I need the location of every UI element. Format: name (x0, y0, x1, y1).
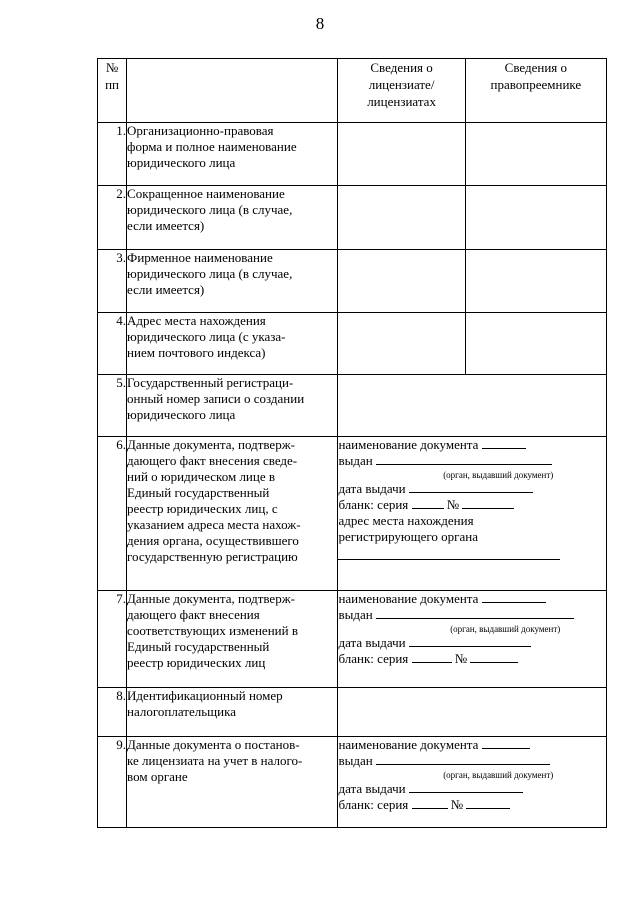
number-blank[interactable] (470, 651, 518, 663)
issuer-hint: (орган, выдавший документ) (443, 470, 554, 480)
reg-address-line (338, 545, 606, 564)
doc-name-line (338, 591, 606, 607)
number-blank[interactable] (462, 497, 514, 509)
row-name-line: Идентификационный номер (127, 688, 283, 703)
row-name-line: вом органе (127, 769, 188, 784)
row-name-line: реестр юридических лиц (127, 655, 266, 670)
row-num: 3. (98, 250, 127, 313)
header-successor (465, 59, 606, 123)
doc-name-line (338, 737, 606, 753)
row-num: 4. (98, 313, 127, 375)
row-name-line: юридического лица (127, 155, 236, 170)
row-name (127, 591, 338, 688)
row-name (127, 186, 338, 250)
doc-name-label: наименование документа (338, 591, 479, 606)
row-num: 1. (98, 123, 127, 186)
document-fields-cell (338, 437, 607, 591)
doc-name-label: наименование документа (338, 437, 479, 452)
row-name (127, 437, 338, 591)
reg-address-blank[interactable] (338, 548, 560, 560)
row-name-line: Данные документа о постанов- (127, 737, 300, 752)
number-sign: № (450, 797, 464, 812)
row-name-line: Организационно-правовая (127, 123, 274, 138)
header-licensee-text: Сведения о лицензиате/ лицензиатах (367, 60, 436, 109)
form-series-label: бланк: серия (338, 797, 409, 812)
series-blank[interactable] (412, 497, 444, 509)
issue-date-blank[interactable] (409, 781, 523, 793)
row-name (127, 737, 338, 828)
row-num: 9. (98, 737, 127, 828)
table-row (98, 250, 607, 313)
row-name-line: юридического лица (в случае, (127, 266, 293, 281)
row-name-line: Единый государственный (127, 639, 270, 654)
header-name (127, 59, 338, 123)
licensee-cell[interactable] (338, 313, 465, 375)
successor-cell[interactable] (465, 313, 606, 375)
header-licensee (338, 59, 465, 123)
form-series-label: бланк: серия (338, 497, 409, 512)
document-fields-cell (338, 737, 607, 828)
row-num: 6. (98, 437, 127, 591)
doc-name-line (338, 437, 606, 453)
row-name (127, 375, 338, 437)
page-number: 8 (315, 14, 325, 33)
row-name-line: юридического лица (с указа- (127, 329, 286, 344)
reg-address-label-1: адрес места нахождения (338, 513, 474, 528)
doc-name-blank[interactable] (482, 437, 526, 449)
row-name-line: дающего факт внесения (127, 607, 260, 622)
row-name-line: если имеется) (127, 218, 205, 233)
row-name-line: Сокращенное наименование (127, 186, 285, 201)
issue-date-line (338, 781, 606, 797)
issued-blank[interactable] (376, 607, 574, 619)
table-row (98, 737, 607, 828)
row-name-line: нием почтового индекса) (127, 345, 266, 360)
licensee-info-table (97, 58, 607, 828)
row-name (127, 313, 338, 375)
merged-value-cell[interactable] (338, 375, 607, 437)
row-name-line: ний о юридическом лице в (127, 469, 276, 484)
header-num-text: № пп (105, 60, 119, 92)
row-name-line: Фирменное наименование (127, 250, 273, 265)
table-row (98, 437, 607, 591)
row-name-line: реестр юридических лиц, с (127, 501, 278, 516)
licensee-cell[interactable] (338, 186, 465, 250)
header-num (98, 59, 127, 123)
row-name-line: Единый государственный (127, 485, 270, 500)
table-row (98, 375, 607, 437)
doc-name-blank[interactable] (482, 737, 530, 749)
row-num: 8. (98, 688, 127, 737)
row-name-line: налогоплательщика (127, 704, 236, 719)
issued-label: выдан (338, 607, 373, 622)
document-fields-cell (338, 591, 607, 688)
row-num: 5. (98, 375, 127, 437)
form-series-line (338, 797, 606, 813)
issued-label: выдан (338, 753, 373, 768)
form-series-line (338, 497, 606, 513)
doc-name-label: наименование документа (338, 737, 479, 752)
issue-date-label: дата выдачи (338, 481, 406, 496)
row-name-line: соответствующих изменений в (127, 623, 298, 638)
row-name-line: онный номер записи о создании (127, 391, 305, 406)
licensee-cell[interactable] (338, 123, 465, 186)
form-series-label: бланк: серия (338, 651, 409, 666)
row-name (127, 688, 338, 737)
row-name-line: государственную регистрацию (127, 549, 298, 564)
row-name-line: Данные документа, подтверж- (127, 591, 296, 606)
row-name (127, 250, 338, 313)
number-sign: № (446, 497, 460, 512)
successor-cell[interactable] (465, 250, 606, 313)
row-name (127, 123, 338, 186)
row-name-line: если имеется) (127, 282, 205, 297)
row-name-line: указанием адреса места нахож- (127, 517, 301, 532)
table-row (98, 591, 607, 688)
number-blank[interactable] (466, 797, 510, 809)
row-name-line: Государственный регистраци- (127, 375, 294, 390)
issued-blank[interactable] (376, 453, 552, 465)
issued-label: выдан (338, 453, 373, 468)
successor-cell[interactable] (465, 186, 606, 250)
series-blank[interactable] (412, 797, 448, 809)
table-row (98, 313, 607, 375)
header-successor-text: Сведения о правопреемнике (490, 60, 582, 92)
number-sign: № (454, 651, 468, 666)
row-name-line: ке лицензиата на учет в налого- (127, 753, 303, 768)
doc-name-blank[interactable] (482, 591, 546, 603)
row-name-line: юридического лица (127, 407, 236, 422)
series-blank[interactable] (412, 651, 452, 663)
issue-date-line (338, 635, 606, 651)
row-name-line: дения органа, осуществившего (127, 533, 299, 548)
reg-address-label-2: регистрирующего органа (338, 529, 478, 544)
issue-date-blank[interactable] (409, 481, 533, 493)
row-num: 2. (98, 186, 127, 250)
issued-line (338, 753, 606, 769)
successor-cell[interactable] (465, 123, 606, 186)
licensee-cell[interactable] (338, 250, 465, 313)
issue-date-blank[interactable] (409, 635, 531, 647)
issuer-hint: (орган, выдавший документ) (443, 770, 554, 780)
table-row (98, 688, 607, 737)
issued-line (338, 607, 606, 623)
row-name-line: Адрес места нахождения (127, 313, 266, 328)
issuer-hint: (орган, выдавший документ) (450, 624, 561, 634)
row-name-line: дающего факт внесения сведе- (127, 453, 298, 468)
merged-value-cell[interactable] (338, 688, 607, 737)
row-name-line: Данные документа, подтверж- (127, 437, 296, 452)
issue-date-label: дата выдачи (338, 635, 406, 650)
table-row (98, 186, 607, 250)
issue-date-label: дата выдачи (338, 781, 406, 796)
table-row (98, 123, 607, 186)
row-num: 7. (98, 591, 127, 688)
row-name-line: форма и полное наименование (127, 139, 297, 154)
row-name-line: юридического лица (в случае, (127, 202, 293, 217)
issued-line (338, 453, 606, 469)
issue-date-line (338, 481, 606, 497)
form-series-line (338, 651, 606, 667)
table-header-row (98, 59, 607, 123)
issued-blank[interactable] (376, 753, 550, 765)
